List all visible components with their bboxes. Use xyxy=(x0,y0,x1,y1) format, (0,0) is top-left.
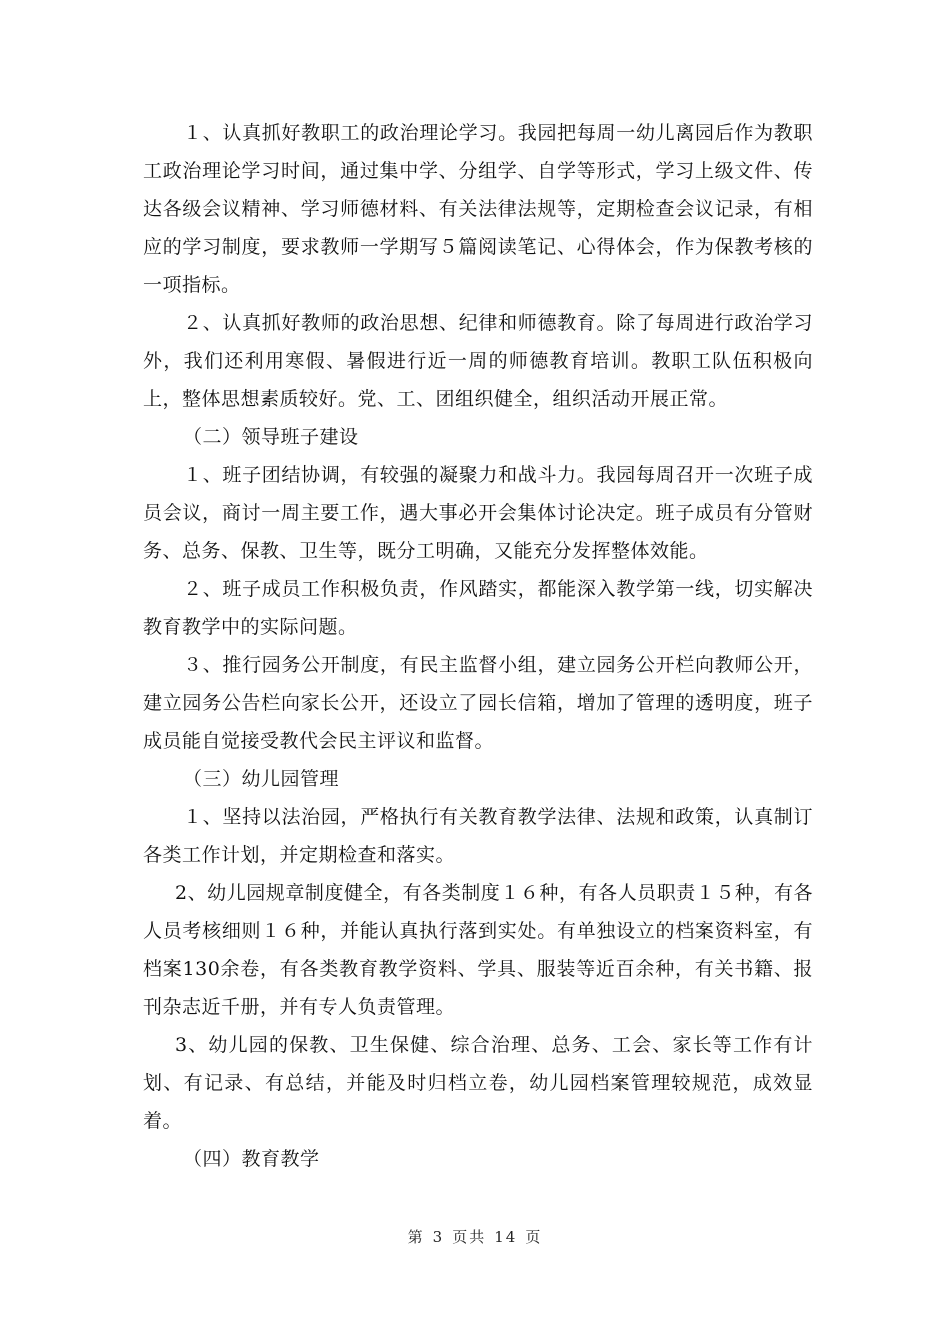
paragraph-team-responsibility: ２、班子成员工作积极负责，作风踏实，都能深入教学第一线，切实解决教育教学中的实际问题。 xyxy=(143,578,813,638)
paragraph-archives: 3、幼儿园的保教、卫生保健、综合治理、总务、工会、家长等工作有计划、有记录、有总结，并能及时归档立卷，幼儿园档案管理较规范，成效显着。 xyxy=(143,1034,813,1132)
paragraph-team-unity: １、班子团结协调，有较强的凝聚力和战斗力。我园每周召开一次班子成员会议，商讨一周主要工作，遇大事必开会集体讨论决定。班子成员有分管财务、总务、保教、卫生等，既分工明确，又能充分发挥整体效能。 xyxy=(143,464,813,562)
document-body xyxy=(143,114,813,1178)
section-heading-leadership: （二）领导班子建设 xyxy=(183,426,359,448)
page-footer xyxy=(0,1226,950,1247)
paragraph-open-affairs: ３、推行园务公开制度，有民主监督小组，建立园务公开栏向教师公开，建立园务公告栏向家长公开，还设立了园长信箱，增加了管理的透明度，班子成员能自觉接受教代会民主评议和监督。 xyxy=(143,654,813,752)
paragraph-ethics-education: ２、认真抓好教师的政治思想、纪律和师德教育。除了每周进行政治学习外，我们还利用寒假、暑假进行近一周的师德教育培训。教职工队伍积极向上，整体思想素质较好。党、工、团组织健全，组织活动开展正常。 xyxy=(143,312,813,410)
footer-page-number: 3 xyxy=(432,1228,445,1246)
footer-middle: 页共 xyxy=(452,1228,487,1246)
footer-suffix: 页 xyxy=(525,1228,543,1246)
paragraph-rule-of-law: １、坚持以法治园，严格执行有关教育教学法律、法规和政策，认真制订各类工作计划，并定期检查和落实。 xyxy=(143,806,813,866)
footer-prefix: 第 xyxy=(407,1228,425,1246)
section-heading-management: （三）幼儿园管理 xyxy=(183,768,340,790)
paragraph-regulations: 2、幼儿园规章制度健全，有各类制度１６种，有各人员职责１５种，有各人员考核细则１６种，并能认真执行落到实处。有单独设立的档案资料室，有档案130余卷，有各类教育教学资料、学具、服装等近百余种，有关书籍、报刊杂志近千册，并有专人负责管理。 xyxy=(143,882,813,1018)
paragraph-political-study: １、认真抓好教职工的政治理论学习。我园把每周一幼儿离园后作为教职工政治理论学习时间，通过集中学、分组学、自学等形式，学习上级文件、传达各级会议精神、学习师德材料、有关法律法规等，定期检查会议记录，有相应的学习制度，要求教师一学期写５篇阅读笔记、心得体会，作为保教考核的一项指标。 xyxy=(143,122,813,296)
section-heading-teaching: （四）教育教学 xyxy=(183,1148,320,1170)
footer-total-pages: 14 xyxy=(494,1228,518,1246)
